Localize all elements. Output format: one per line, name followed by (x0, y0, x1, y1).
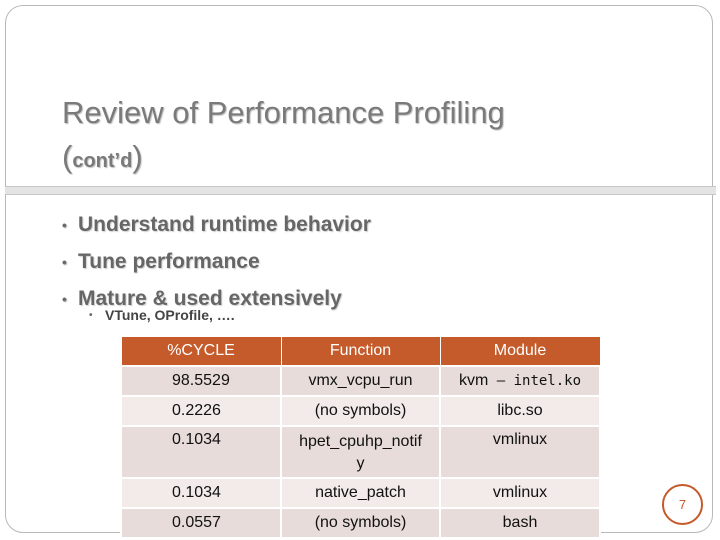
cell-module: vmlinux (440, 478, 600, 508)
column-header-module: Module (440, 337, 600, 367)
bullet-text: Mature & used extensively (78, 286, 342, 310)
module-suffix: – intel.ko (488, 373, 582, 389)
title-close-paren: ) (132, 139, 143, 174)
sub-bullet-text: VTune, OProfile, …. (105, 307, 235, 323)
cell-module: bash (440, 508, 600, 538)
bullet-list (62, 206, 371, 317)
cell-function (281, 426, 440, 478)
cell-function: native_patch (281, 478, 440, 508)
cell-cycle: 0.1034 (121, 426, 281, 478)
cell-module: vmlinux (440, 426, 600, 478)
title-line-1: Review of Performance Profiling (62, 95, 505, 130)
bullet-text: Tune performance (78, 249, 260, 273)
cell-cycle: 0.0557 (121, 508, 281, 538)
column-header-function: Function (281, 337, 440, 367)
bullet-text: Understand runtime behavior (78, 212, 371, 236)
bullet-item (62, 206, 371, 243)
page-number: 7 (678, 497, 687, 512)
sub-bullet-item (89, 307, 235, 323)
cell-function: (no symbols) (281, 396, 440, 426)
table-row (121, 478, 600, 508)
cell-cycle: 0.1034 (121, 478, 281, 508)
function-line-1: hpet_cpuhp_notif (299, 433, 422, 450)
bullet-dot-icon: • (62, 216, 67, 233)
title-line-2 (62, 135, 682, 183)
cell-function: vmx_vcpu_run (281, 366, 440, 396)
profiling-table (120, 336, 601, 539)
table-row (121, 508, 600, 538)
bullet-dot-icon: • (62, 290, 67, 307)
cell-module (440, 366, 600, 396)
slide-title (62, 91, 682, 183)
cell-module: libc.so (440, 396, 600, 426)
table-row (121, 426, 600, 478)
cell-cycle: 98.5529 (121, 366, 281, 396)
page-number-badge (662, 484, 703, 525)
title-open-paren: ( (62, 139, 73, 174)
column-header-cycle: %CYCLE (121, 337, 281, 367)
table-row (121, 396, 600, 426)
cell-function: (no symbols) (281, 508, 440, 538)
module-name: kvm (458, 372, 489, 389)
cell-cycle: 0.2226 (121, 396, 281, 426)
title-divider (5, 186, 716, 195)
table-header-row (121, 337, 600, 367)
title-contd: cont’d (72, 150, 133, 172)
table-row (121, 366, 600, 396)
bullet-dot-icon: • (62, 253, 67, 270)
bullet-dot-icon: • (89, 309, 93, 321)
function-line-2: y (356, 455, 365, 472)
bullet-item (62, 243, 371, 280)
